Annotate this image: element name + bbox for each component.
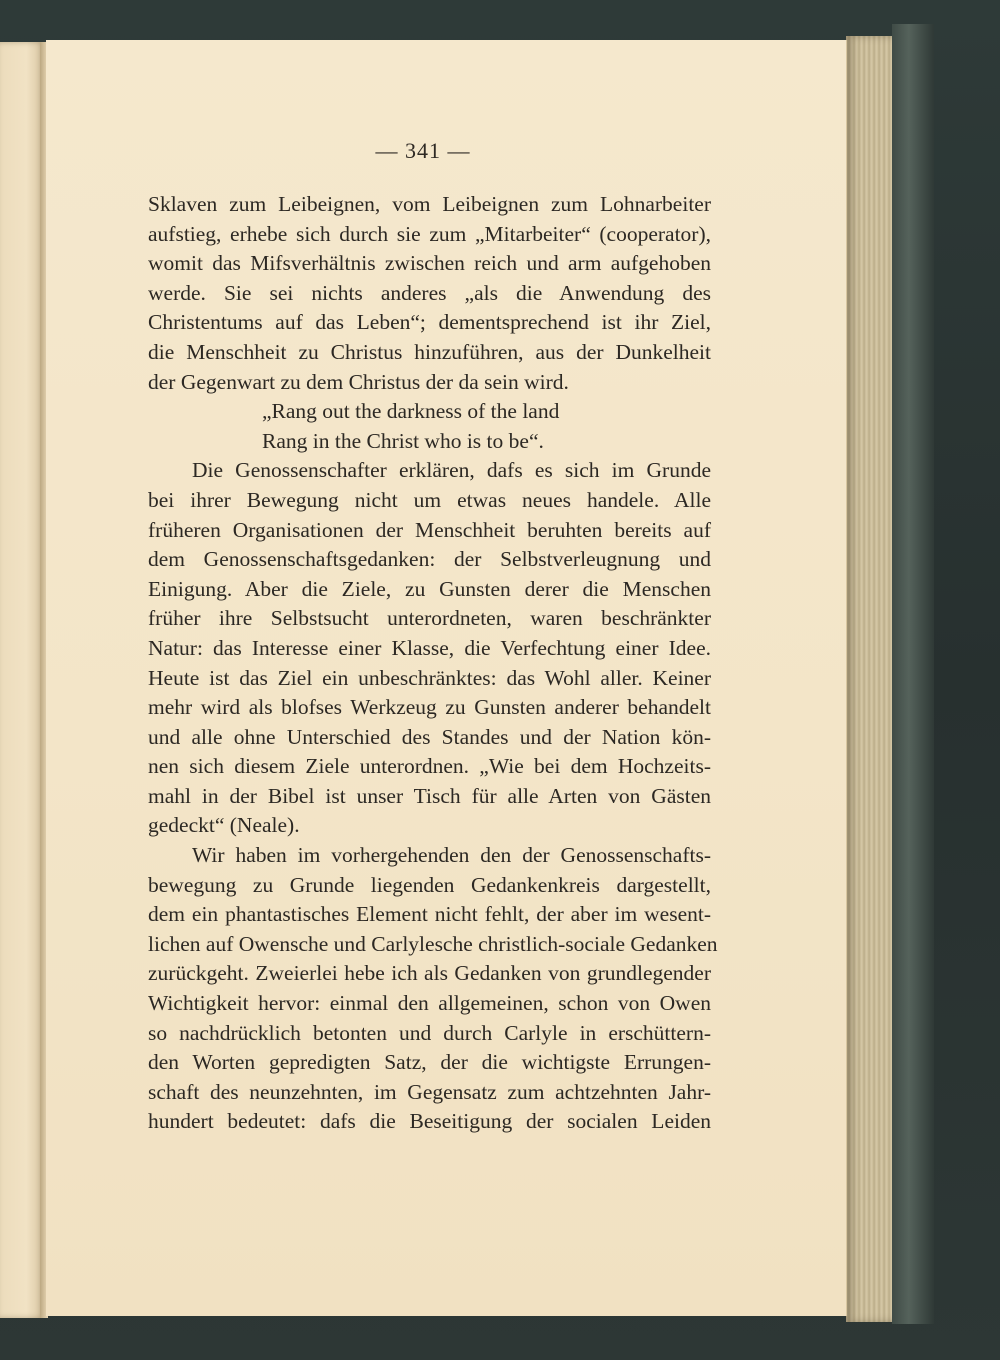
text-line: Wichtigkeit hervor: einmal den allgemeinen, schon von Owen [148,991,711,1016]
verse-line: Rang in the Christ who is to be“. [262,428,544,453]
text-line: gedeckt“ (Neale). [148,813,300,838]
left-page-edge [0,42,44,1318]
text-line: so nachdrücklich betonten und durch Carlyle in erschüttern- [148,1020,711,1045]
text-line: den Worten gepredigten Satz, der die wichtigste Errungen- [148,1050,711,1075]
text-line: lichen auf Owensche und Carlylesche christlich-sociale Gedanken [148,931,718,956]
text-line: werde. Sie sei nichts anderes „als die Anwendung des [148,280,711,305]
text-line: und alle ohne Unterschied des Standes und der Nation kön- [148,724,711,749]
text-line: hundert bedeutet: dafs die Beseitigung der socialen Leiden [148,1109,711,1134]
text-line: Heute ist das Ziel ein unbeschränktes: das Wohl aller. Keiner [148,665,711,690]
text-line: früheren Organisationen der Menschheit beruhten bereits auf [148,517,711,542]
text-line: womit das Mifsverhältnis zwischen reich und arm aufgehoben [148,251,711,276]
text-line: bei ihrer Bewegung nicht um etwas neues handele. Alle [148,487,711,512]
text-line: die Menschheit zu Christus hinzuführen, aus der Dunkelheit [148,339,711,364]
text-line: früher ihre Selbstsucht unterordneten, waren beschränkter [148,606,711,631]
text-line: Die Genossenschafter erklären, dafs es sich im Grunde [192,458,711,483]
text-line: der Gegenwart zu dem Christus der da sein wird. [148,369,569,394]
verse-line: „Rang out the darkness of the land [262,399,560,424]
text-line: Christentums auf das Leben“; dementsprechend ist ihr Ziel, [148,310,711,335]
body-text [148,190,718,1137]
page-number: — 341 — [375,138,471,163]
page-block-edges [846,36,896,1322]
text-line: Sklaven zum Leibeignen, vom Leibeignen zum Lohnarbeiter [148,192,711,216]
text-line: dem ein phantastisches Element nicht fehlt, der aber im wesent- [148,902,711,927]
text-line: mahl in der Bibel ist unser Tisch für alle Arten von Gästen [148,783,711,808]
text-line: aufstieg, erhebe sich durch sie zum „Mitarbeiter“ (cooperator), [148,221,711,246]
book-cover-edge [892,24,934,1324]
text-line: zurückgeht. Zweierlei hebe ich als Gedanken von grundlegender [148,961,711,986]
text-line: dem Genossenschaftsgedanken: der Selbstverleugnung und [148,547,711,572]
text-line: Einigung. Aber die Ziele, zu Gunsten derer die Menschen [148,576,711,601]
text-line: schaft des neunzehnten, im Gegensatz zum achtzehnten Jahr- [148,1079,711,1104]
text-line: Natur: das Interesse einer Klasse, die Verfechtung einer Idee. [148,635,711,660]
text-line: Wir haben im vorhergehenden den der Genossenschafts- [192,843,711,868]
text-line: nen sich diesem Ziele unterordnen. „Wie bei dem Hochzeits- [148,754,711,779]
text-line: mehr wird als blofses Werkzeug zu Gunsten anderer behandelt [148,695,711,720]
text-line: bewegung zu Grunde liegenden Gedankenkreis dargestellt, [148,872,711,897]
